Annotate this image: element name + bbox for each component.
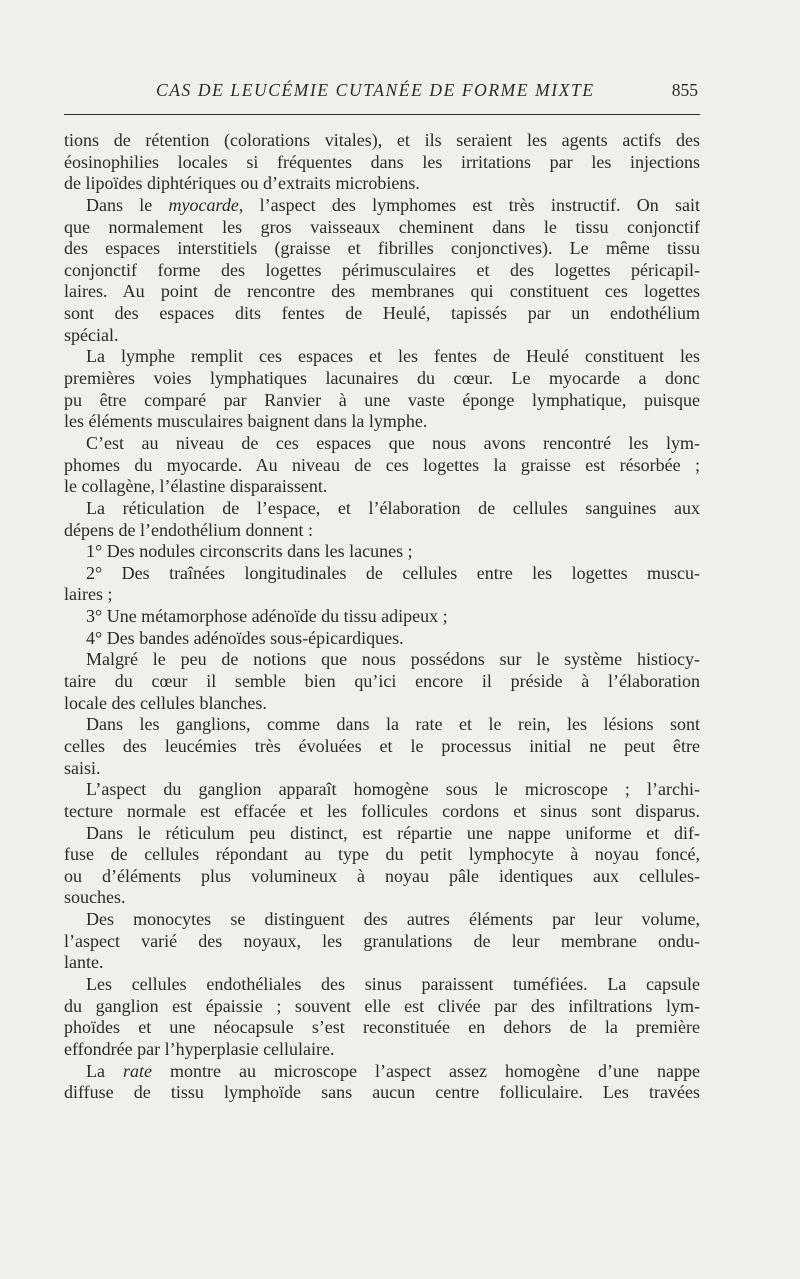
text-line: Des monocytes se distinguent des autres éléments par leur volume,	[86, 909, 700, 930]
text-line: Malgré le peu de notions que nous possédons sur le système histiocy-	[86, 649, 700, 670]
text-line: dépens de l’endothélium donnent :	[64, 519, 313, 540]
text-line: phoïdes et une néocapsule s’est reconstituée en dehors de la première	[64, 1017, 700, 1038]
text-line: pu être comparé par Ranvier à une vaste éponge lymphatique, puisque	[64, 389, 700, 410]
text-segment: montre au microscope l’aspect assez homogène d’une nappe	[152, 1060, 700, 1081]
text-line: souches.	[64, 887, 126, 908]
text-line	[64, 1061, 700, 1083]
text-line: tions de rétention (colorations vitales), et ils seraient les agents actifs des	[64, 130, 700, 150]
text-line: 3° Une métamorphose adénoïde du tissu adipeux ;	[86, 606, 448, 627]
text-line: conjonctif forme des logettes périmusculaires et des logettes péricapil-	[64, 259, 700, 280]
text-line: 2° Des traînées longitudinales de cellules entre les logettes muscu-	[86, 562, 700, 583]
text-segment: Dans le	[86, 194, 169, 215]
running-title: CAS DE LEUCÉMIE CUTANÉE DE FORME MIXTE	[156, 80, 595, 100]
text-line: sont des espaces dits fentes de Heulé, tapissés par un endothélium	[64, 303, 700, 324]
text-line: Dans les ganglions, comme dans la rate et le rein, les lésions sont	[86, 714, 700, 735]
text-line: lante.	[64, 952, 104, 973]
text-line: des espaces interstitiels (graisse et fibrilles conjonctives). Le même tissu	[64, 238, 700, 259]
text-segment: La	[86, 1060, 124, 1081]
text-line: Les cellules endothéliales des sinus paraissent tuméfiées. La capsule	[86, 973, 700, 994]
body-text	[64, 130, 700, 1104]
header-rule	[64, 114, 700, 115]
text-line: de lipoïdes diphtériques ou d’extraits microbiens.	[64, 173, 420, 194]
text-line: les éléments musculaires baignent dans la lymphe.	[64, 411, 428, 432]
text-line: saisi.	[64, 757, 101, 778]
text-line: le collagène, l’élastine disparaissent.	[64, 476, 328, 497]
page-number: 855	[671, 80, 698, 100]
text-line: 1° Des nodules circonscrits dans les lacunes ;	[86, 541, 413, 562]
text-line: éosinophilies locales si fréquentes dans les irritations par les injections	[64, 151, 700, 172]
italic-term: rate	[123, 1060, 153, 1081]
text-line: La réticulation de l’espace, et l’élaboration de cellules sanguines aux	[86, 497, 700, 518]
text-line: taire du cœur il semble bien qu’ici encore il préside à l’élaboration	[64, 671, 700, 692]
italic-term: myocarde	[168, 194, 239, 215]
text-line: locale des cellules blanches.	[64, 692, 267, 713]
text-line: La lymphe remplit ces espaces et les fentes de Heulé constituent les	[86, 346, 700, 367]
text-line: fuse de cellules répondant au type du petit lymphocyte à noyau foncé,	[64, 844, 700, 865]
running-head	[64, 80, 700, 106]
text-line: premières voies lymphatiques lacunaires du cœur. Le myocarde a donc	[64, 368, 700, 389]
text-line: spécial.	[64, 324, 119, 345]
text-line: C’est au niveau de ces espaces que nous avons rencontré les lym-	[86, 432, 700, 453]
text-line: diffuse de tissu lymphoïde sans aucun centre folliculaire. Les travées	[64, 1082, 700, 1103]
text-line: du ganglion est épaissie ; souvent elle est clivée par des infiltrations lym-	[64, 995, 700, 1016]
text-line: phomes du myocarde. Au niveau de ces logettes la graisse est résorbée ;	[64, 454, 700, 475]
text-line: que normalement les gros vaisseaux cheminent dans le tissu conjonctif	[64, 216, 700, 237]
text-line: celles des leucémies très évoluées et le processus initial ne peut être	[64, 735, 700, 756]
text-line: ou d’éléments plus volumineux à noyau pâle identiques aux cellules-	[64, 865, 700, 886]
text-line: l’aspect varié des noyaux, les granulations de leur membrane ondu-	[64, 930, 700, 951]
text-line: laires ;	[64, 584, 113, 605]
text-line	[64, 195, 700, 217]
text-line: tecture normale est effacée et les follicules cordons et sinus sont disparus.	[64, 800, 700, 821]
text-line: Dans le réticulum peu distinct, est répartie une nappe uniforme et dif-	[86, 822, 700, 843]
text-line: laires. Au point de rencontre des membranes qui constituent ces logettes	[64, 281, 700, 302]
text-line: effondrée par l’hyperplasie cellulaire.	[64, 1038, 335, 1059]
text-line: L’aspect du ganglion apparaît homogène sous le microscope ; l’archi-	[86, 779, 700, 800]
text-line: 4° Des bandes adénoïdes sous-épicardiques.	[86, 627, 404, 648]
text-segment: , l’aspect des lymphomes est très instructif. On sait	[238, 194, 700, 215]
